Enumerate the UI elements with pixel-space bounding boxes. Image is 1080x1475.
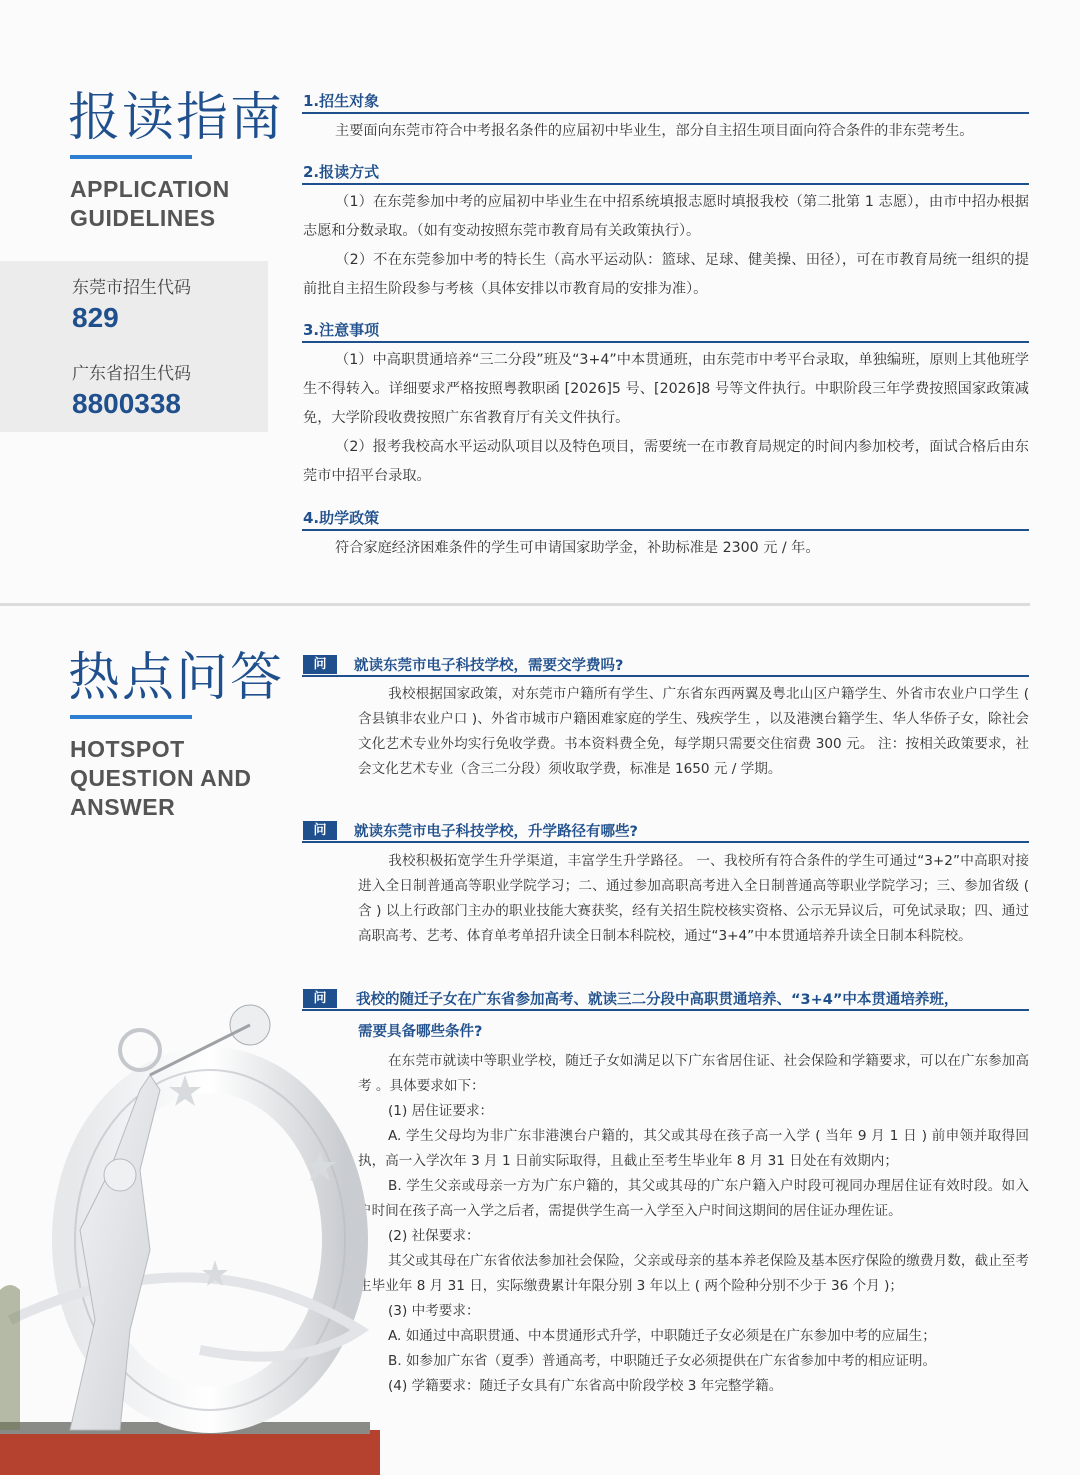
paragraph: （2）不在东莞参加中考的特长生（高水平运动队：篮球、足球、健美操、田径），可在市教育局统一组织的提前批自主招生阶段参与考核（具体安排以市教育局的安排为准）。 — [303, 252, 1029, 297]
question-badge: 问 — [303, 989, 337, 1008]
section-heading-target: 1.招生对象 — [303, 92, 380, 110]
city-code-value: 829 — [72, 302, 119, 333]
hotspot-title-en-line3: ANSWER — [70, 794, 176, 820]
paragraph: 符合家庭经济困难条件的学生可申请国家助学金，补助标准是 2300 元 / 年。 — [335, 540, 820, 556]
province-code-value: 8800338 — [72, 388, 182, 419]
hotspot-title-en — [70, 735, 252, 822]
guidelines-title-cn: 报读指南 — [68, 88, 285, 148]
answer-body — [358, 682, 1029, 782]
section-divider — [302, 183, 1029, 185]
section-body-notes — [303, 346, 1029, 491]
hotspot-title-en-line1: HOTSPOT — [70, 736, 185, 762]
question-divider — [302, 841, 1029, 843]
question-badge: 问 — [303, 655, 337, 674]
answer-paragraph: (4) 学籍要求：随迁子女具有广东省高中阶段学校 3 年完整学籍。 — [388, 1378, 783, 1394]
question-divider — [302, 675, 1029, 677]
question-title: 就读东莞市电子科技学校，需要交学费吗? — [354, 658, 624, 674]
guidelines-title-en-line2: GUIDELINES — [70, 205, 216, 231]
section-divider — [302, 529, 1029, 531]
section-heading-method: 2.报读方式 — [303, 163, 380, 181]
section-body-method — [303, 188, 1029, 304]
answer-paragraph: A. 学生父母均为非广东非港澳台户籍的，其父或其母在孩子高一入学 ( 当年 9 月 1 日 ) 前申领并取得回执，高一入学次年 3 月 1 日前实际取得，且截止至考生毕业年 8 月 31 日处在有效期内； — [358, 1128, 1029, 1169]
section-heading-notes: 3.注意事项 — [303, 321, 380, 339]
answer-paragraph: B. 学生父亲或母亲一方为广东户籍的，其父或其母的广东户籍入户时段可视同办理居住证有效时段。如入户时间在孩子高一入学之后者，需提供学生高一入学至入户时间这期间的居住证办理佐证。 — [358, 1178, 1029, 1219]
hotspot-title-cn: 热点问答 — [68, 648, 285, 708]
answer-paragraph: (2) 社保要求： — [388, 1228, 480, 1244]
section-separator — [0, 603, 1030, 606]
province-code-label: 广东省招生代码 — [72, 364, 191, 384]
section-divider — [302, 112, 1029, 114]
section-heading-aid: 4.助学政策 — [303, 509, 380, 527]
section-divider — [302, 341, 1029, 343]
statue-illustration — [0, 990, 380, 1475]
question-badge: 问 — [303, 821, 337, 840]
guidelines-title-en — [70, 175, 230, 233]
title-underline — [70, 155, 192, 159]
paragraph: 主要面向东莞市符合中考报名条件的应届初中毕业生，部分自主招生项目面向符合条件的非东莞考生。 — [335, 123, 974, 139]
answer-body — [358, 1049, 1029, 1399]
answer-paragraph: B. 如参加广东省（夏季）普通高考，中职随迁子女必须提供在广东省参加中考的相应证明。 — [388, 1353, 937, 1369]
paragraph: （2）报考我校高水平运动队项目以及特色项目，需要统一在市教育局规定的时间内参加校考，面试合格后由东莞市中招平台录取。 — [303, 439, 1029, 484]
answer-paragraph: (1) 居住证要求： — [388, 1103, 494, 1119]
title-underline — [70, 715, 192, 719]
paragraph: （1）中高职贯通培养“三二分段”班及“3+4”中本贯通班，由东莞市中考平台录取，单独编班，原则上其他班学生不得转入。详细要求严格按照粤教职函 [2026]5 号、[2026]8 号等文件执行。中职阶段三年学费按照国家政策减免，大学阶段收费按照广东省教育厅有关文件执行。 — [303, 352, 1029, 426]
answer-paragraph: 我校根据国家政策，对东莞市户籍所有学生、广东省东西两翼及粤北山区户籍学生、外省市农业户口学生 ( 含县镇非农业户口 )、外省市城市户籍困难家庭的学生、残疾学生 ，以及港澳台籍学生、华人华侨子女，除社会文化艺术专业外均实行免收学费。书本资料费全免，每学期只需要交住宿费 300 元。 注：按相关政策要求，社会文化艺术专业（含三二分段）须收取学费，标准是 1650 元 / 学期。 — [358, 686, 1029, 777]
paragraph: （1）在东莞参加中考的应届初中毕业生在中招系统填报志愿时填报我校（第二批第 1 志愿），由市中招办根据志愿和分数录取。（如有变动按照东莞市教育局有关政策执行）。 — [303, 194, 1029, 239]
answer-body — [358, 849, 1029, 949]
hotspot-title-en-line2: QUESTION AND — [70, 765, 252, 791]
answer-paragraph: 在东莞市就读中等职业学校，随迁子女如满足以下广东省居住证、社会保险和学籍要求，可以在广东参加高考 。具体要求如下： — [358, 1053, 1029, 1094]
city-code-label: 东莞市招生代码 — [72, 278, 191, 298]
question-title-line1: 我校的随迁子女在广东省参加高考、就读三二分段中高职贯通培养、“3+4”中本贯通培养班， — [356, 992, 959, 1008]
guidelines-title-en-line1: APPLICATION — [70, 176, 230, 202]
question-divider — [302, 1009, 1029, 1011]
answer-paragraph: A. 如通过中高职贯通、中本贯通形式升学，中职随迁子女必须是在广东参加中考的应届生； — [388, 1328, 936, 1344]
question-title-line2: 需要具备哪些条件? — [358, 1024, 483, 1040]
section-body-target — [303, 117, 1029, 146]
section-body-aid — [303, 534, 1029, 563]
answer-paragraph: 我校积极拓宽学生升学渠道，丰富学生升学路径。 一、我校所有符合条件的学生可通过“3+2”中高职对接进入全日制普通高等职业学院学习；二、通过参加高职高考进入全日制普通高等职业学院学习；三、参加省级 ( 含 ) 以上行政部门主办的职业技能大赛获奖，经有关招生院校核实资格、公示无异议后，可免试录取；四、通过高职高考、艺考、体育单考单招升读全日制本科院校，通过“3+4”中本贯通培养升读全日制本科院校。 — [358, 853, 1029, 944]
answer-paragraph: (3) 中考要求： — [388, 1303, 480, 1319]
answer-paragraph: 其父或其母在广东省依法参加社会保险，父亲或母亲的基本养老保险及基本医疗保险的缴费月数，截止至考生毕业年 8 月 31 日，实际缴费累计年限分别 3 年以上 ( 两个险种分别不少于 36 个月 )； — [358, 1253, 1029, 1294]
question-title: 就读东莞市电子科技学校，升学路径有哪些? — [354, 824, 638, 840]
